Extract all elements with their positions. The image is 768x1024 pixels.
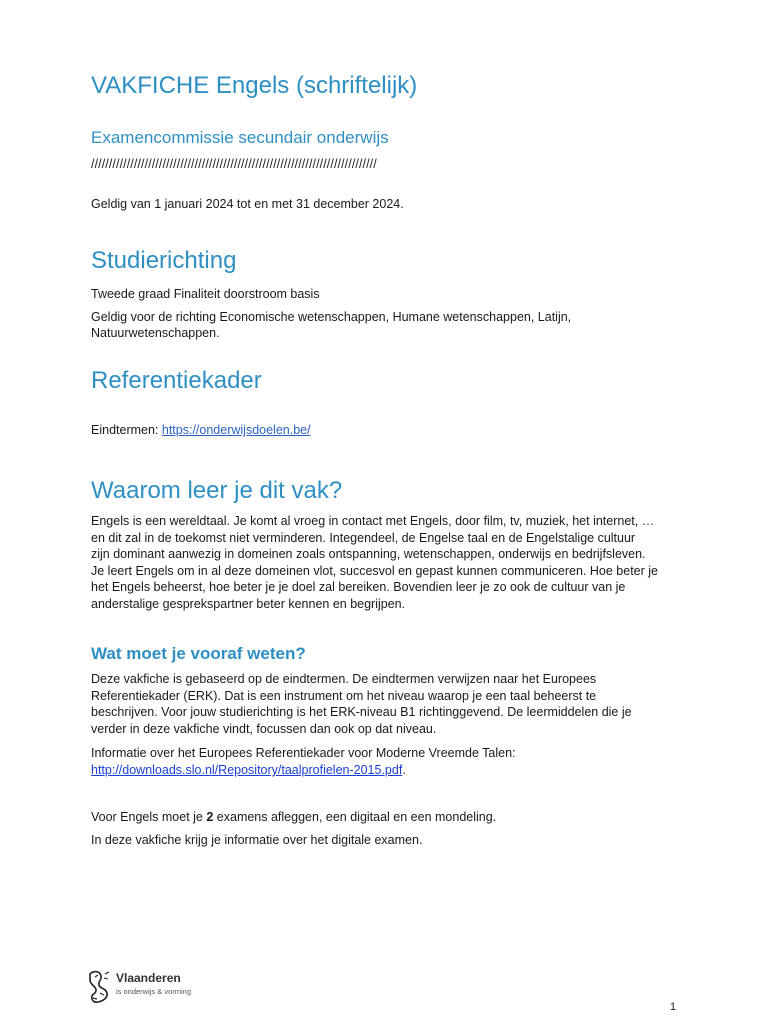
exams-line: [91, 809, 496, 826]
eindtermen-line: [91, 422, 311, 439]
document-title: VAKFICHE Engels (schriftelijk): [91, 72, 418, 99]
paragraph-line: en dit zal in de toekomst niet verminderen. Integendeel, de Engelse taal en de Engelstalige cultuur: [91, 530, 636, 545]
exams-count: 2: [206, 810, 214, 824]
digital-exam-info: In deze vakfiche krijg je informatie over het digitale examen.: [91, 833, 423, 847]
section-heading-vooraf: Wat moet je vooraf weten?: [91, 644, 306, 663]
waarom-paragraph: [91, 513, 691, 612]
vooraf-paragraph: [91, 671, 691, 737]
section-heading-waarom: Waarom leer je dit vak?: [91, 477, 343, 504]
paragraph-line: anderstalige gesprekspartner beter kennen en begrijpen.: [91, 596, 406, 611]
section-heading-referentiekader: Referentiekader: [91, 367, 262, 394]
document-subtitle: Examencommissie secundair onderwijs: [91, 128, 389, 147]
paragraph-line: Engels is een wereldtaal. Je komt al vroeg in contact met Engels, door film, tv, muziek, het internet, …: [91, 514, 655, 528]
validity-text: Geldig van 1 januari 2024 tot en met 31 december 2024.: [91, 197, 404, 211]
exams-text-after: examens afleggen, een digitaal en een mondeling.: [213, 810, 497, 824]
paragraph-line: Referentiekader (ERK). Dat is een instrument om het niveau waarop je een taal beheerst te: [91, 688, 597, 703]
vlaanderen-logo: [86, 968, 216, 1008]
erk-info-link[interactable]: http://downloads.slo.nl/Repository/taalprofielen-2015.pdf: [91, 763, 403, 777]
studierichting-line: Tweede graad Finaliteit doorstroom basis: [91, 287, 320, 301]
paragraph-line: zijn dominant aanwezig in domeinen zoals ontspanning, wetenschappen, onderwijs en bedrijfsleven.: [91, 547, 646, 561]
paragraph-line: verder in deze vakfiche vindt, focussen dan ook op dat niveau.: [91, 721, 437, 736]
paragraph-line: Deze vakfiche is gebaseerd op de eindtermen. De eindtermen verwijzen naar het Europees: [91, 672, 597, 686]
erk-info-line: [91, 762, 406, 779]
paragraph-line: het Engels beheerst, hoe beter je je doel zal bereiken. Bovendien leer je zo ook de cultuur van je: [91, 580, 626, 594]
slash-divider: ////////////////////////////////////////////////////////////////////////////////: [91, 157, 377, 171]
studierichting-validity-line: Geldig voor de richting Economische wetenschappen, Humane wetenschappen, Latijn,: [91, 310, 572, 324]
erk-info-period: .: [402, 763, 406, 777]
logo-tagline: is onderwijs & vorming: [116, 987, 192, 996]
lion-icon: [86, 968, 112, 1006]
page-number: 1: [670, 1001, 677, 1013]
eindtermen-link[interactable]: https://onderwijsdoelen.be/: [161, 423, 311, 437]
paragraph-line: Je leert Engels om in al deze domeinen vlot, succesvol en gepast kunnen communiceren. Hoe beter je: [91, 563, 658, 578]
logo-name: Vlaanderen: [116, 971, 181, 985]
section-heading-studierichting: Studierichting: [91, 247, 237, 274]
eindtermen-label: Eindtermen:: [91, 423, 162, 437]
erk-info-label: Informatie over het Europees Referentiekader voor Moderne Vreemde Talen:: [91, 746, 516, 760]
studierichting-validity-line: Natuurwetenschappen.: [91, 326, 220, 340]
exams-text-before: Voor Engels moet je: [91, 810, 207, 824]
paragraph-line: beschrijven. Voor jouw studierichting is het ERK-niveau B1 richtinggevend. De leermiddelen die je: [91, 705, 632, 719]
